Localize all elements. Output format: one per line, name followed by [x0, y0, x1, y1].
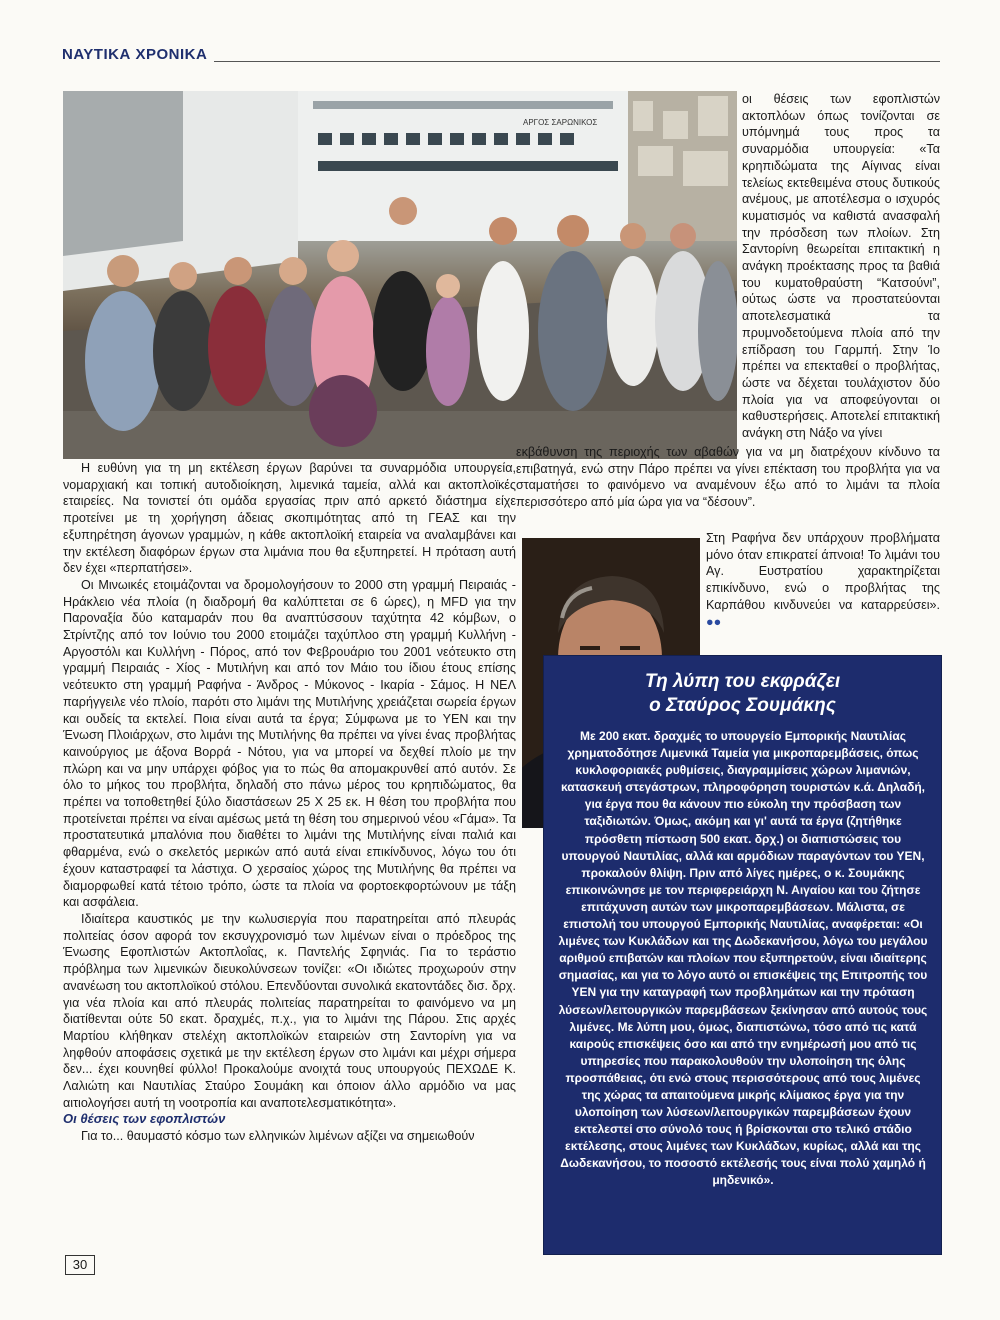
wide-paragraph [516, 444, 940, 511]
box-title [544, 670, 941, 718]
ferry-passengers-photo [63, 91, 737, 459]
box-title-line: Τη λύπη του εκφράζει [644, 671, 841, 692]
paragraph: Στη Ραφήνα δεν υπάρχουν προβλήματα μόνο όταν επικρατεί άπνοια! Το λιμάνι του Αγ. Ευστρατίου χαρακτηρίζεται επικίνδυνο, ενώ ο προβλήτας της Καρπάθου κινδυνεύει να καταρρεύσει». [706, 531, 940, 612]
left-column-text [63, 460, 516, 1145]
sidebar-box [543, 655, 942, 1255]
paragraph: εκβάθυνση της περιοχής των αβαθών για να μη διατρέχουν κίνδυνο τα επιβατηγά, ενώ στην Πάρο πρέπει να γίνει επέκταση του προβλήτα για να σταματήσει το φαινόμενο να αναμένουν έξω από το λιμάνι τα πλοία περισσότερο από μία ώρα για να “δέσουν”. [516, 445, 940, 510]
page-number: 30 [65, 1255, 95, 1275]
right-column-text [742, 91, 940, 442]
ship-name-label: ΑΡΓΟΣ ΣΑΡΩΝΙΚΟΣ [523, 118, 598, 127]
subheading: Οι θέσεις των εφοπλιστών [63, 1111, 226, 1127]
box-title-line: ο Σταύρος Σουμάκης [649, 695, 836, 716]
paragraph: Για το... θαυμαστό κόσμο των ελληνικών λιμένων αξίζει να σημειωθούν [81, 1129, 475, 1144]
paragraph: Ιδιαίτερα καυστικός με την κωλυσιεργία που παρατηρείται από πλευράς πολιτείας όσον αφορά τον εκσυγχρονισμό των λιμένων είναι ο πρόεδρος της Ένωσης Εφοπλιστών Ακτοπλοΐας, κ. Παντελής Σφηνιάς. Για το τεράστιο πρόβλημα των λιμενικών διευκολύνσεων τονίζει: «Οι ιδιώτες προχωρούν στην ανανέωση του ακτοπλοϊκού στόλου. Επενδύονται συνολικά εκατοντάδες δισ. δρχ. για νέα πλοία και από πλευράς πολιτείας παρατηρείται το φαινόμενο να μη διατίθενται ούτε 50 εκατ. δραχμές, π.χ., για το λιμάνι της Πάρου. Στις αρχές Μαρτίου κλήθηκαν στελέχη ακτοπλοϊκών εταιρειών στη Σαντορίνη για να ληφθούν αποφάσεις σχετικά με την εκτέλεση έργων στο λιμάνι και μέχρι σήμερα δεν... έχει κουνηθεί φύλλο! Προκαλούμε ανοιχτά τους υπουργούς ΠΕΧΩΔΕ Κ. Λαλιώτη και Ναυτιλίας Σταύρο Σουμάκη και όποιον άλλο αρμόδιο να μας αιτιολογήσει αυτή τη νοοτροπία και αναποτελεσματικότητα». [63, 911, 516, 1110]
paragraph: Οι Μινωικές ετοιμάζονται να δρομολογήσουν το 2000 στη γραμμή Πειραιάς - Ηράκλειο νέα πλοία (η διαδρομή θα καλύπτεται σε 6 ώρες), η MFD για την Παροναξία δύο καταμαράν που θα αναπτύσσουν ταχύτητα 42 κόμβων, ο Στρίντζης από τον Ιούνιο του 2000 ετοιμάζει ταχύπλοο στη γραμμή Κυλλήνη - Αργοστόλι και Κυλλήνη - Πόρος, από τον Φεβρουάριο του 2001 νεότευκτο στη γραμμή Πειραιάς - Χίος - Μυτιλήνη και από τον Μάιο του ίδιου έτους επίσης νεότευκτο στη γραμμή Ραφήνα - Άνδρος - Μύκονος - Ικαρία - Σάμος. Η ΝΕΛ παρήγγειλε νέο πλοίο, παρότι στο λιμάνι της Μυτιλήνης χρειάζεται σωρεία έργων και ουδείς τα εκτελεί. Ποια είναι αυτά τα έργα; Σύμφωνα με το ΥΕΝ και την Ένωση Πλοιάρχων, στο λιμάνι της Μυτιλήνης θα πρέπει να γίνει ένας προβλήτας καινούργιος με άξονα Βορρά - Νότου, για να μπορεί να δεχθεί πλοίο με την πλώρη και να μην υπάρχει φόβος για το πώς θα απομακρυνθεί από αυτόν. Σε όλο το μήκος του προβλήτα, δηλαδή στο πάνω μέρος του κρηπιδώματος, θα πρέπει να τοποθετηθεί ξύλο διαστάσεων 25 Χ 25 εκ. Η θέση του προβλήτα που προτείνεται πρέπει να είναι αμέσως μετά τη θέση του σημερινού νέου «Γάμα». Τα προστατευτικά μπαλόνια που διαθέτει το λιμάνι της Μυτιλήνης είναι παλιά και φθαρμένα, ενώ ο σκελετός μερικών από αυτά είναι επικίνδυνος, λόγω του ότι έχουν καταστραφεί τα λάστιχα. Ο χερσαίος χώρος της Μυτιλήνης θα πρέπει να διαμορφωθεί κατά τέτοιο τρόπο, ώστε τα πλοία να φορτοεκφορτώνουν με τάξη και ασφάλεια. [63, 577, 516, 910]
paragraph: Η ευθύνη για τη μη εκτέλεση έργων βαρύνει τα συναρμόδια υπουργεία, νομαρχιακή και τοπική αυτοδιοίκηση, λιμενικά ταμεία, αλλά και ακτοπλοϊκές εταιρείες. Να τονιστεί ότι ομάδα εργασίας πριν από αρκετό διάστημα είχε προτείνει με τη χορήγηση άδειας σκοπιμότητας από τη ΓΕΑΣ και την εξυπηρέτηση άγονων γραμμών, η κάθε ακτοπλοϊκή εταιρεία να αναλαμβάνει και την εκτέλεση διαφόρων έργων στα λιμάνια που θα εξυπηρετεί. Η πρόταση αυτή δεν έχει «περπατήσει». [63, 461, 516, 576]
right-lower-text [706, 530, 940, 630]
box-body-text: Με 200 εκατ. δραχμές το υπουργείο Εμπορικής Ναυτιλίας χρηματοδότησε Λιμενικά Ταμεία για μικροπαρεμβάσεις, όπως κυκλοφοριακές ρυθμίσεις, διαγραμμίσεις χώρων λιμανιών, κατασκευή στεγάστρων, πληροφόρηση τουριστών κ.ά. Δηλαδή, για έργα που θα κάνουν πιο εύκολη την πρόσβαση των ταξιδιωτών. Όμως, ακόμη και γι' αυτά τα έργα (ζητήθηκε πρόσθετη πίστωση 500 εκατ. δρχ.) οι διαπιστώσεις του υπουργού Ναυτιλίας, αλλά και αρμόδιων παραγόντων του ΥΕΝ, προκαλούν θλίψη. Πριν από λίγες ημέρες, ο κ. Σουμάκης επικοινώνησε με τον περιφερειάρχη Ν. Αιγαίου και του ζήτησε επιτάχυνση αυτών των μικροπαρεμβάσεων. Μάλιστα, σε επιστολή του υπουργού Εμπορικής Ναυτιλίας, αναφέρεται: «Οι λιμένες των Κυκλάδων και της Δωδεκανήσου, λόγω του μεγάλου αριθμού επιβατών και πλοίων που εξυπηρετούν, είναι ιδιαίτερης σημασίας, και για το λόγο αυτό οι επισκέψεις της Επιτροπής του ΥΕΝ για την καταγραφή των προβλημάτων και την πρόταση λύσεων/λειτουργικών παρεμβάσεων ξεκίνησαν από αυτούς τους λιμένες. Με λύπη μου, όμως, διαπιστώνω, τόσο από τις κατά καιρούς επισκέψεις όσο και από την ενημέρωσή μου από τις υπηρεσίες που παρακολουθούν την υλοποίηση της όλης προσπάθειας, ότι ενώ στους περισσότερους από τους λιμένες της χώρας τα απαιτούμενα μικρής κλίμακος έργα για την υλοποίηση των λύσεων/λειτουργικών παρεμβάσεων έχουν εκτελεστεί στο σύνολό τους ή βρίσκονται στο τελικό στάδιο εκτέλεσης, στους λιμένες των Κυκλάδων, κυρίως, αλλά και της Δωδεκανήσου, το ποσοστό εκτέλεσής τους είναι πολύ χαμηλό ή μηδενικό». [558, 729, 928, 1188]
paragraph: οι θέσεις των εφοπλιστών ακτοπλόων όπως τονίζονται σε υπόμνημά τους προς τα συναρμόδια υπουργεία: «Τα κρηπιδώματα της Αίγινας είναι τελείως εκτεθειμένα στους δυτικούς ανέμους, με αποτέλεσμα ο ισχυρός κυματισμός να καθιστά ανασφαλή την πρόσδεση των πλοίων. Στη Σαντορίνη θεωρείται επιτακτική η ανάγκη προέκτασης προς τα βαθιά του κυματοθραύστη “Κατσούνι”, ούτως ώστε να προστατεύονται αποτελεσματικά τα πρυμνοδετούμενα πλοία από την επίδραση του Γαρμπή. Στην Ίο πρέπει να επεκταθεί ο προβλήτας, ώστε να δέχεται τουλάχιστον δύο πλοία για να αποφεύγονται οι καθυστερήσεις. Αποτελεί επιτακτική ανάγκη στη Νάξο να γίνει [742, 92, 940, 441]
header-rule [214, 61, 940, 62]
magazine-title: ΝΑΥΤΙΚΑ ΧΡΟΝΙΚΑ [62, 46, 208, 63]
end-mark-icon: ●● [706, 614, 722, 629]
